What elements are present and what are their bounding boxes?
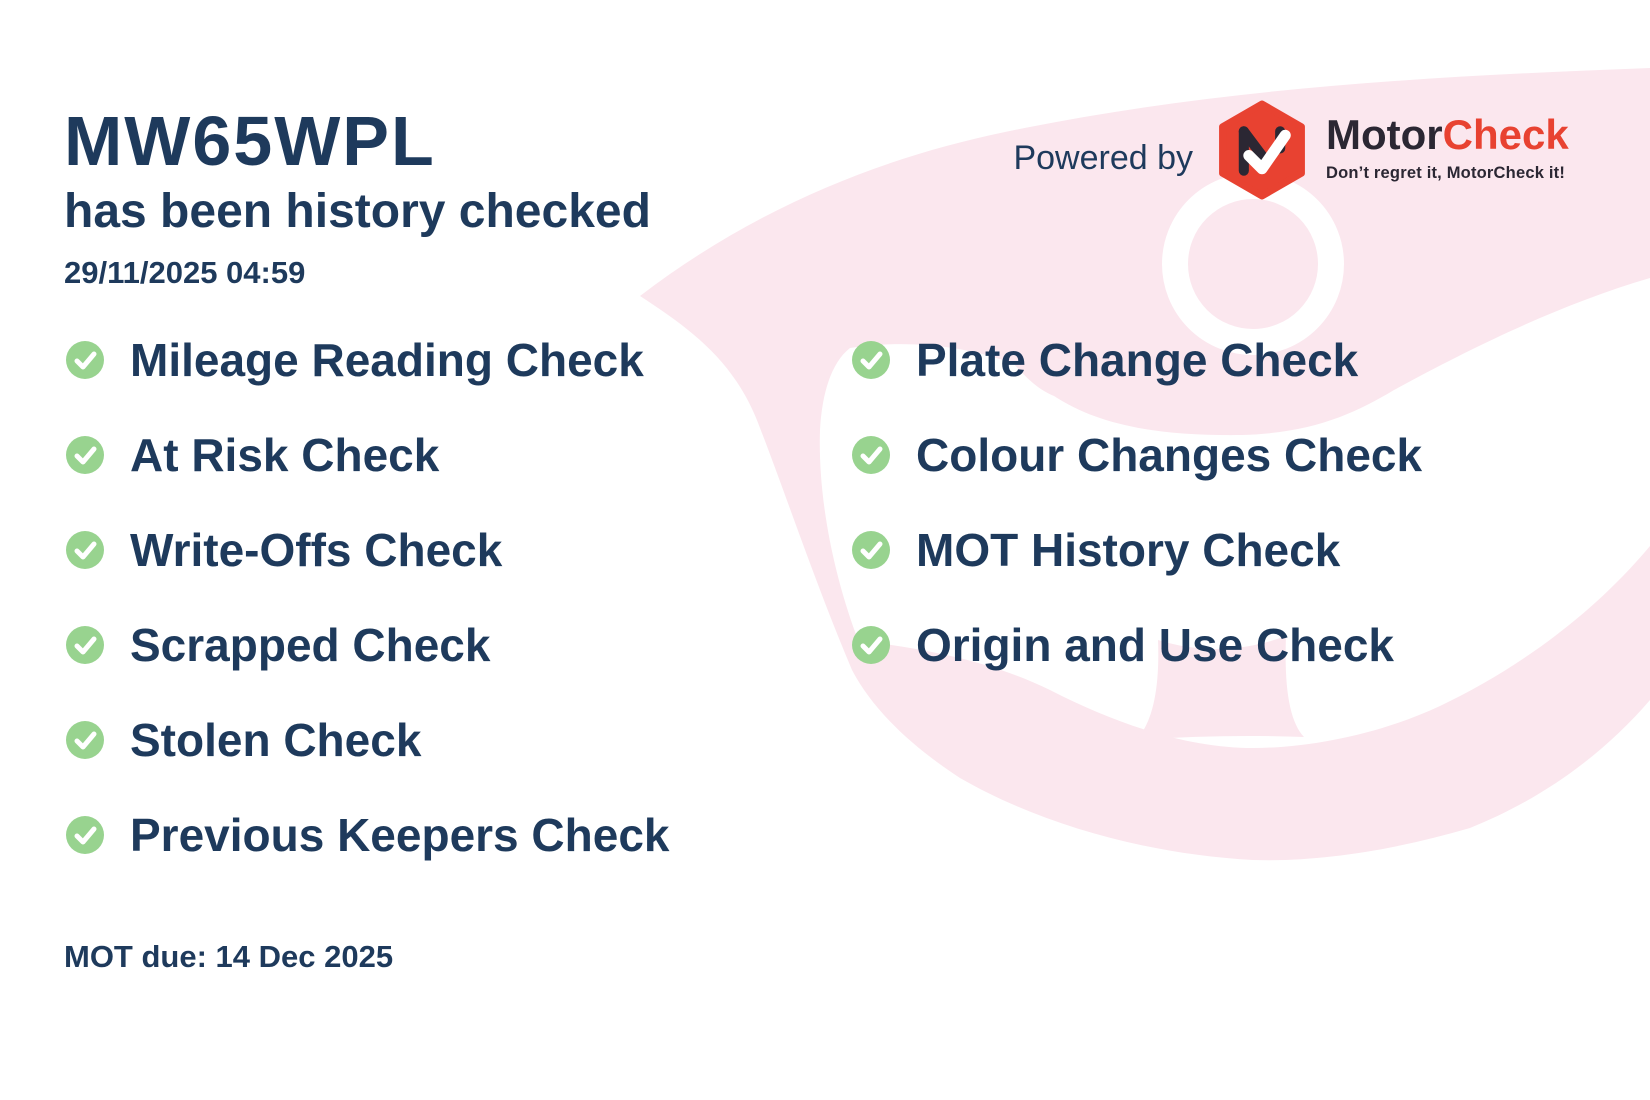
powered-by-label: Powered by (1013, 139, 1193, 177)
check-item-label: Origin and Use Check (916, 619, 1395, 671)
check-item (66, 525, 502, 575)
check-item (66, 715, 421, 765)
check-icon (66, 721, 104, 759)
check-icon (66, 531, 104, 569)
brand-name-check: Check (1442, 111, 1569, 158)
brand-tagline: Don’t regret it, MotorCheck it! (1326, 164, 1566, 182)
check-item-label: Colour Changes Check (916, 429, 1423, 481)
check-item (66, 810, 670, 860)
check-item-label: MOT History Check (916, 524, 1341, 576)
check-item-label: Mileage Reading Check (130, 334, 644, 386)
check-item-label: Plate Change Check (916, 334, 1359, 386)
check-timestamp: 29/11/2025 04:59 (64, 255, 306, 290)
check-icon (852, 531, 890, 569)
brand-name (1326, 111, 1569, 158)
mot-due-label: MOT due: 14 Dec 2025 (64, 939, 394, 974)
check-icon (66, 436, 104, 474)
check-item (852, 430, 1422, 480)
brand-block (1326, 111, 1569, 182)
registration-plate: MW65WPL (64, 102, 436, 180)
check-item (852, 525, 1340, 575)
check-icon (852, 436, 890, 474)
check-item (852, 620, 1394, 670)
page-title: has been history checked (64, 185, 651, 238)
brand-name-motor: Motor (1326, 111, 1443, 158)
check-item (66, 620, 490, 670)
check-icon (66, 626, 104, 664)
check-item-label: Stolen Check (130, 714, 422, 766)
check-item (66, 335, 644, 385)
motorcheck-logo-icon (1218, 100, 1306, 200)
check-icon (852, 626, 890, 664)
check-item (66, 430, 439, 480)
check-item-label: Write-Offs Check (130, 524, 503, 576)
check-item (852, 335, 1358, 385)
check-icon (66, 816, 104, 854)
check-icon (66, 341, 104, 379)
check-item-label: Previous Keepers Check (130, 809, 670, 861)
check-item-label: Scrapped Check (130, 619, 491, 671)
check-item-label: At Risk Check (130, 429, 440, 481)
check-icon (852, 341, 890, 379)
